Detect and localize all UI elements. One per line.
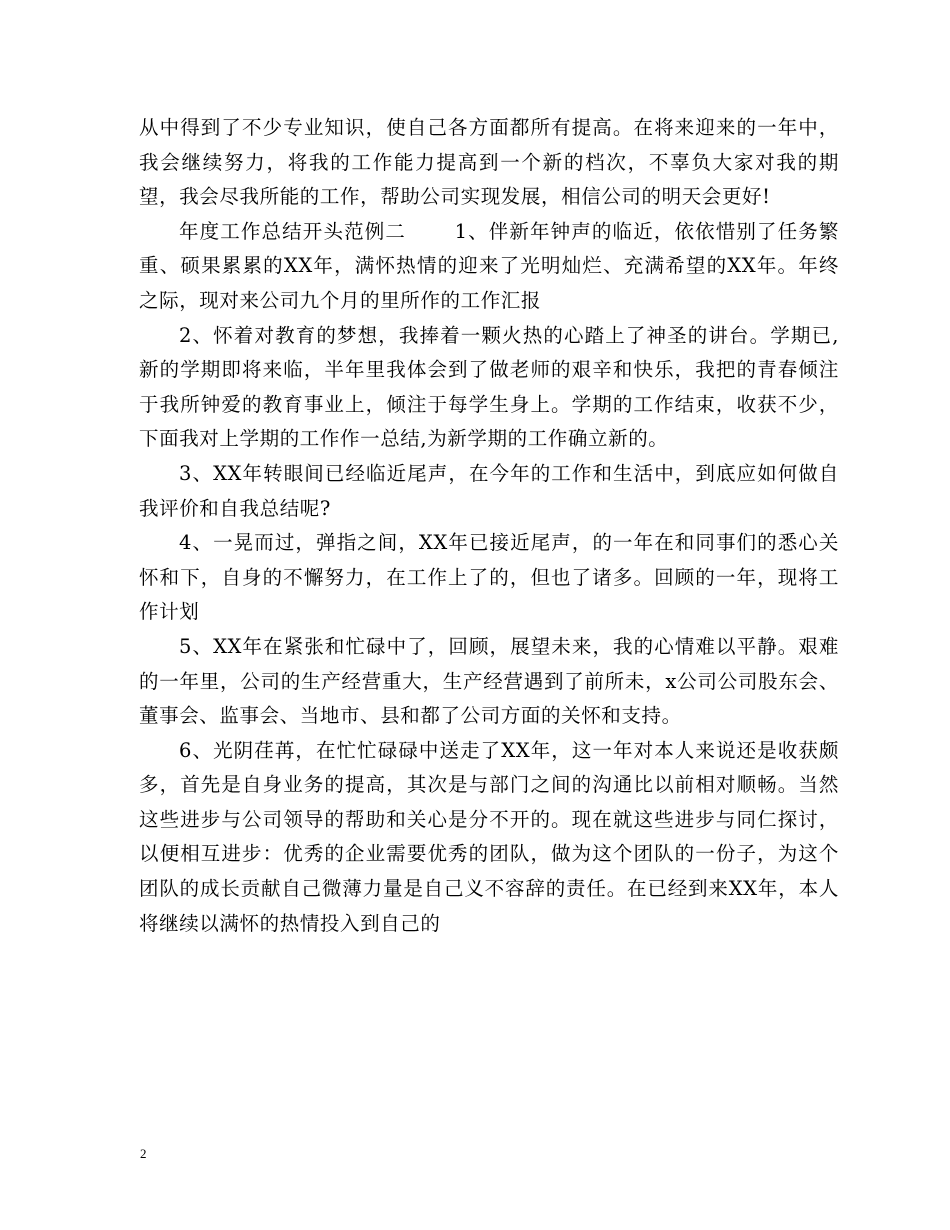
paragraph-item-3: 3、XX年转眼间已经临近尾声，在今年的工作和生活中，到底应如何做自我评价和自我总结呢? <box>139 461 839 520</box>
document-body <box>139 111 839 941</box>
paragraph-item-6: 6、光阴荏苒，在忙忙碌碌中送走了XX年，这一年对本人来说还是收获颇多，首先是自身业务的提高，其次是与部门之间的沟通比以前相对顺畅。当然这些进步与公司领导的帮助和关心是分不开的。现在就这些进步与同仁探讨，以便相互进步：优秀的企业需要优秀的团队，做为这个团队的一份子，为这个团队的成长贡献自己微薄力量是自己义不容辞的责任。在已经到来XX年，本人将继续以满怀的热情投入到自己的 <box>139 738 839 935</box>
paragraph-example-heading: 年度工作总结开头范例二 1、伴新年钟声的临近，依依惜别了任务繁重、硕果累累的XX年，满怀热情的迎来了光明灿烂、充满希望的XX年。年终之际，现对来公司九个月的里所作的工作汇报 <box>139 219 839 312</box>
paragraph-item-2: 2、怀着对教育的梦想，我捧着一颗火热的心踏上了神圣的讲台。学期已,新的学期即将来临，半年里我体会到了做老师的艰辛和快乐，我把的青春倾注于我所钟爱的教育事业上，倾注于每学生身上。学期的工作结束，收获不少，下面我对上学期的工作作一总结,为新学期的工作确立新的。 <box>139 323 839 451</box>
paragraph-item-5: 5、XX年在紧张和忙碌中了，回顾，展望未来，我的心情难以平静。艰难的一年里，公司的生产经营重大，生产经营遇到了前所未，x公司公司股东会、董事会、监事会、当地市、县和都了公司方面的关怀和支持。 <box>139 634 839 728</box>
page-number: 2 <box>140 1146 147 1161</box>
paragraph-continuation: 从中得到了不少专业知识，使自己各方面都所有提高。在将来迎来的一年中，我会继续努力，将我的工作能力提高到一个新的档次，不辜负大家对我的期望，我会尽我所能的工作，帮助公司实现发展，相信公司的明天会更好! <box>139 116 839 209</box>
paragraph-item-4: 4、一晃而过，弹指之间，XX年已接近尾声，的一年在和同事们的悉心关怀和下，自身的不懈努力，在工作上了的，但也了诸多。回顾的一年，现将工作计划 <box>139 531 839 624</box>
